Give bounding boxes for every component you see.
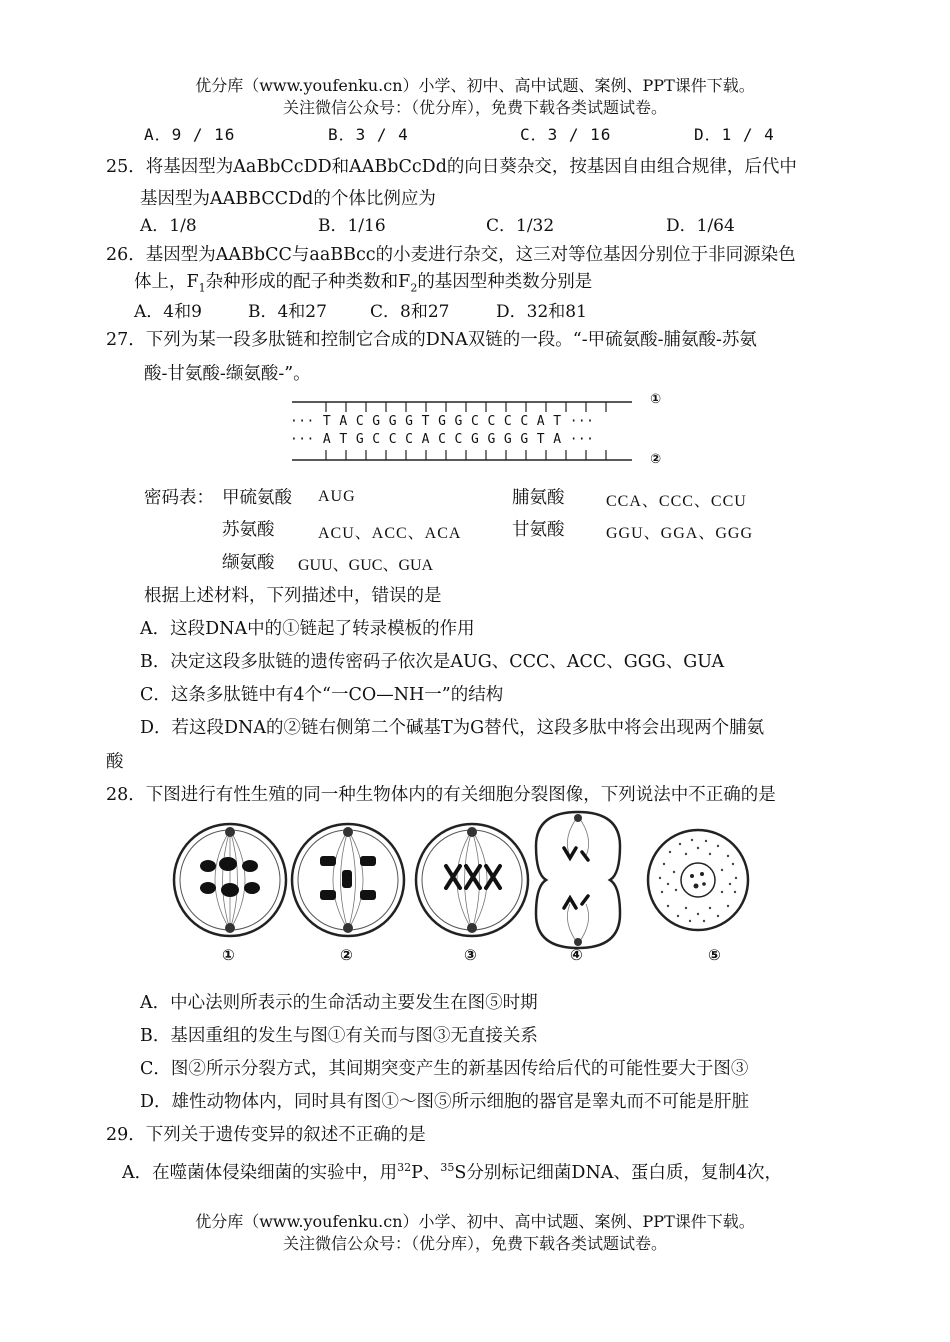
codon-codes-val: GUU、GUC、GUA (298, 557, 434, 574)
q26-option-a: A．4和9 (134, 302, 202, 322)
cell-2-figure (292, 824, 404, 936)
q27-option-a: A．这段DNA中的①链起了转录模板的作用 (140, 619, 475, 639)
cell-5-figure (648, 830, 748, 930)
q26-line-1: 26．基因型为AABbCC与aaBBcc的小麦进行杂交，这三对等位基因分别位于非同源染色 (106, 245, 796, 265)
strand-2-label: ② (650, 452, 662, 467)
header-line-1: 优分库（www.youfenku.cn）小学、初中、高中试题、案例、PPT课件下载。 (195, 76, 755, 95)
q27-option-b: B．决定这段多肽链的遗传密码子依次是AUG、CCC、ACC、GGG、GUA (140, 652, 725, 672)
cell-1-figure (174, 824, 286, 936)
q25-option-d: D．1/64 (666, 216, 735, 236)
q25-line-1: 25．将基因型为AaBbCcDD和AABbCcDd的向日葵杂交，按基因自由组合规律，后代中 (106, 157, 797, 177)
q29-option-a: A．在噬菌体侵染细菌的实验中，用$^{32}$P、$^{35}$S分别标记细菌DNA、蛋白质，复制4次， (122, 1161, 783, 1183)
q28-option-c: C．图②所示分裂方式，其间期突变产生的新基因传给后代的可能性要大于图③ (140, 1059, 749, 1079)
dna-strand-2: ··· A T G C C C A C C G G G G T A ··· (290, 432, 595, 447)
q28-line-1: 28．下图进行有性生殖的同一种生物体内的有关细胞分裂图像，下列说法中不正确的是 (106, 785, 776, 805)
codon-codes-pro: CCA、CCC、CCU (606, 493, 747, 510)
q27-line-1: 27．下列为某一段多肽链和控制它合成的DNA双链的一段。“-甲硫氨酸-脯氨酸-苏氨 (106, 330, 757, 350)
q24-option-c: C．3 / 16 (520, 125, 612, 144)
footer-line-1: 优分库（www.youfenku.cn）小学、初中、高中试题、案例、PPT课件下载。 (195, 1212, 755, 1231)
q26-option-d: D．32和81 (496, 302, 587, 322)
cell-5-granules (659, 839, 737, 922)
cell-label-1: ① (222, 946, 235, 964)
q28-option-d: D．雄性动物体内，同时具有图①～图⑤所示细胞的器官是睾丸而不可能是肝脏 (140, 1092, 750, 1112)
q28-option-a: A．中心法则所表示的生命活动主要发生在图⑤时期 (140, 993, 538, 1013)
q27-option-d-line-1: D．若这段DNA的②链右侧第二个碱基T为G替代，这段多肽中将会出现两个脯氨 (140, 718, 765, 738)
dna-double-strand-diagram (288, 392, 668, 472)
q25-option-a: A．1/8 (140, 216, 197, 236)
q27-line-2: 酸-甘氨酸-缬氨酸-”。 (144, 364, 311, 384)
q26-line-2: 体上，$F_1$杂种形成的配子种类数和$F_2$的基因型种类数分别是 (134, 272, 593, 295)
cell-division-figures (170, 808, 750, 978)
q24-option-b: B．3 / 4 (328, 125, 409, 144)
q25-option-b: B．1/16 (318, 216, 386, 236)
codon-codes-gly: GGU、GGA、GGG (606, 525, 753, 542)
q25-option-c: C．1/32 (486, 216, 555, 236)
cell-3-figure (416, 824, 528, 936)
codon-aa-thr: 苏氨酸 (222, 520, 275, 540)
q26-option-b: B．4和27 (248, 302, 327, 322)
codon-codes-thr: ACU、ACC、ACA (318, 525, 462, 542)
cell-4-figure (536, 812, 620, 948)
codon-aa-pro: 脯氨酸 (512, 488, 565, 508)
q28-option-b: B．基因重组的发生与图①有关而与图③无直接关系 (140, 1026, 538, 1046)
footer-line-2: 关注微信公众号：（优分库），免费下载各类试题试卷。 (282, 1234, 667, 1253)
q25-line-2: 基因型为AABBCCDd的个体比例应为 (140, 189, 436, 209)
cell-label-4: ④ (570, 946, 583, 964)
codon-codes-met: AUG (318, 488, 356, 505)
codon-aa-val: 缬氨酸 (222, 553, 275, 573)
codon-table-title: 密码表： (144, 488, 214, 508)
q26-option-c: C．8和27 (370, 302, 450, 322)
cell-label-5: ⑤ (708, 946, 721, 964)
q24-option-d: D．1 / 4 (694, 125, 775, 144)
codon-aa-gly: 甘氨酸 (512, 520, 565, 540)
q29-line-1: 29．下列关于遗传变异的叙述不正确的是 (106, 1125, 426, 1145)
header-line-2: 关注微信公众号：（优分库），免费下载各类试题试卷。 (282, 98, 667, 117)
cell-division-svg (170, 808, 750, 978)
cell-label-3: ③ (464, 946, 477, 964)
strand-1-label: ① (650, 392, 662, 407)
codon-aa-met: 甲硫氨酸 (222, 488, 292, 508)
cell-label-2: ② (340, 946, 353, 964)
q27-option-c: C．这条多肽链中有4个“一CO—NH一”的结构 (140, 685, 504, 705)
q24-option-a: A．9 / 16 (144, 125, 236, 144)
q27-option-d-line-2: 酸 (106, 752, 124, 772)
dna-strand-1: ··· T A C G G G T G G C C C C A T ··· (290, 414, 595, 429)
q27-stem: 根据上述材料，下列描述中，错误的是 (144, 586, 442, 606)
